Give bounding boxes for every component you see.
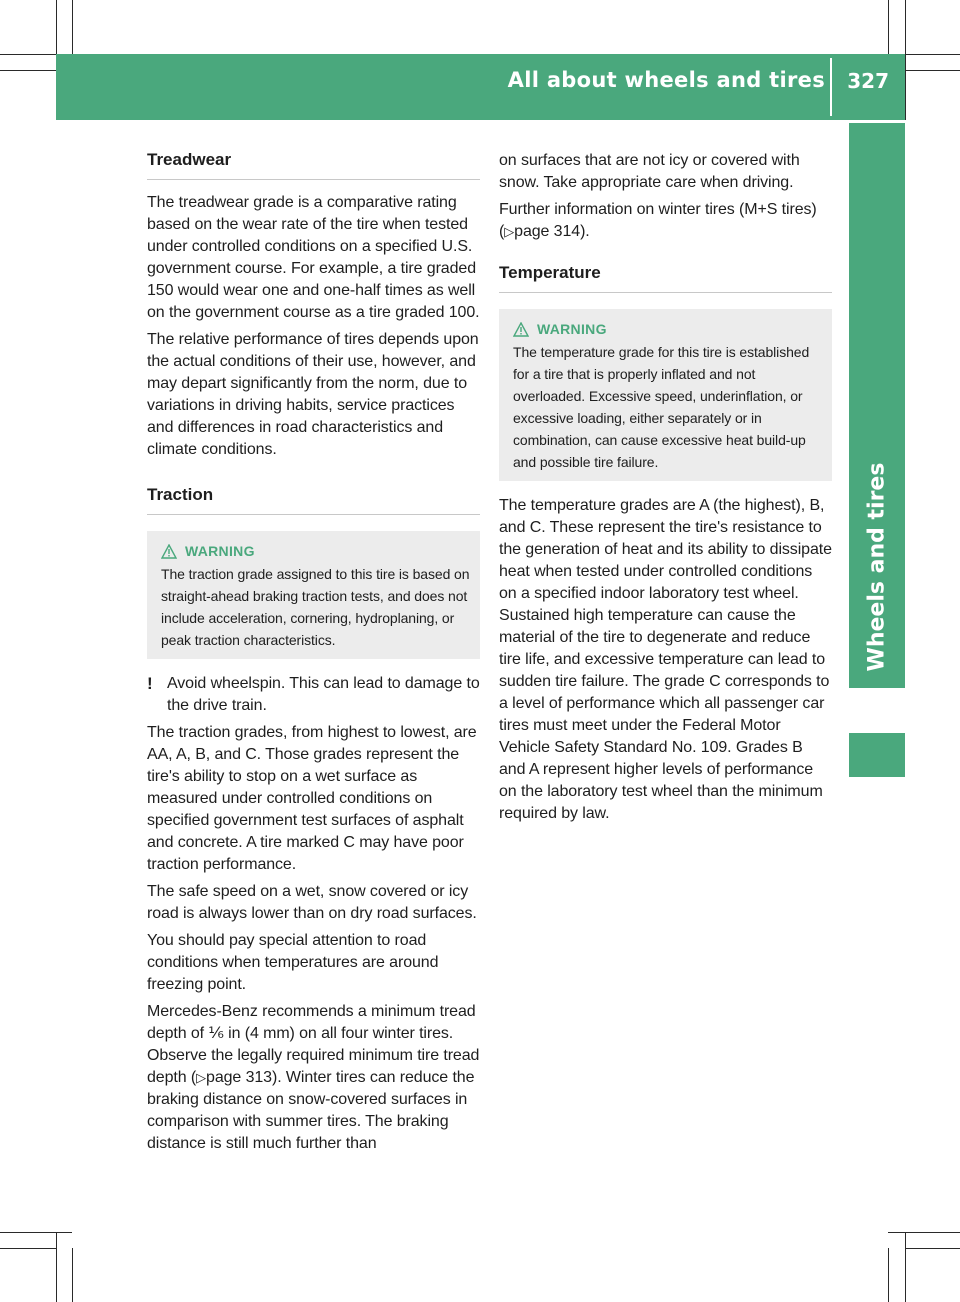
warning-label: WARNING	[537, 321, 607, 337]
crop-mark	[905, 0, 906, 120]
crop-mark	[72, 1248, 73, 1302]
crop-mark	[888, 1248, 889, 1302]
page-number: 327	[847, 69, 889, 93]
crop-mark	[0, 70, 56, 71]
crop-mark	[0, 54, 56, 55]
crop-mark	[905, 1232, 906, 1302]
heading-treadwear: Treadwear	[147, 150, 480, 180]
paragraph: on surfaces that are not icy or covered with snow. Take appropriate care when driving.	[499, 152, 800, 191]
paragraph: The traction grades, from highest to lowest, are AA, A, B, and C. Those grades represent the tire's ability to stop on a wet surface as measured under controlled conditions on specified government test surfaces of asphalt and concrete. A tire marked C may have poor traction performance.	[147, 724, 477, 873]
crop-mark	[888, 0, 889, 54]
right-column	[499, 150, 832, 830]
text-run: ). Winter tires can reduce the braking distance on snow-covered surfaces in comparison with summer tires. The braking distance is still much further than	[147, 1069, 475, 1152]
warning-box	[147, 531, 480, 659]
paragraph: The relative performance of tires depends upon the actual conditions of their use, however, and may depart significantly from the norm, due to variations in driving habits, service practices and differences in road characteristics and climate conditions.	[147, 331, 479, 458]
page-link[interactable]: page 313	[206, 1069, 272, 1086]
chapter-marker	[849, 733, 905, 777]
heading-temperature: Temperature	[499, 263, 832, 293]
paragraph	[147, 1001, 480, 1155]
paragraph: The safe speed on a wet, snow covered or icy road is always lower than on dry road surfaces.	[147, 883, 477, 922]
note-item	[147, 673, 480, 717]
exclamation-icon: !	[147, 674, 153, 693]
paragraph	[499, 199, 832, 243]
arrow-icon: ▷	[504, 224, 515, 239]
crop-mark	[888, 1232, 960, 1233]
warning-triangle-icon	[161, 544, 177, 559]
arrow-icon: ▷	[196, 1070, 207, 1085]
text-run: Mercedes-Benz recommends a minimum tread depth of ⅙ in (4 mm) on all four winter tires. Observe the legally required minimum tire tread depth (	[147, 1003, 480, 1086]
section-title: All about wheels and tires	[507, 68, 825, 92]
paragraph: The temperature grades are A (the highest), B, and C. These represent the tire's resistance to the generation of heat and its ability to dissipate heat when tested under controlled conditions on a specified indoor laboratory test wheel. Sustained high temperature can cause the material of the tire to degenerate and reduce tire life, and excessive temperature can lead to sudden tire failure. The grade C corresponds to a level of performance which all passenger car tires must meet under the Federal Motor Vehicle Safety Standard No. 109. Grades B and A represent higher levels of performance on the laboratory test wheel than the minimum required by law.	[499, 497, 832, 822]
warning-text: The temperature grade for this tire is established for a tire that is properly inflated and not overloaded. Excessive speed, underinflation, or excessive loading, either separately or in combination, can cause excessive heat build-up and possible tire failure.	[513, 344, 810, 470]
crop-mark	[72, 0, 73, 54]
crop-mark	[56, 1232, 57, 1302]
crop-mark	[905, 54, 960, 55]
paragraph: You should pay special attention to road conditions when temperatures are around freezing point.	[147, 932, 439, 993]
warning-box	[499, 309, 832, 481]
text-run: ).	[580, 223, 590, 240]
page-link[interactable]: page 314	[514, 223, 581, 240]
crop-mark	[905, 70, 960, 71]
heading-traction: Traction	[147, 485, 480, 515]
header-divider	[830, 58, 832, 116]
warning-text: The traction grade assigned to this tire is based on straight-ahead braking traction tests, and does not include acceleration, cornering, hydroplaning, or peak traction characteristics.	[161, 566, 470, 648]
text-run: Further information on winter tires (M+S tires) (	[499, 201, 817, 240]
page-header	[56, 54, 905, 120]
note-text: Avoid wheelspin. This can lead to damage to the drive train.	[167, 675, 480, 714]
warning-label: WARNING	[185, 543, 255, 559]
left-column	[147, 150, 480, 1160]
crop-mark	[905, 1248, 960, 1249]
crop-mark	[0, 1248, 56, 1249]
crop-mark	[0, 1232, 72, 1233]
warning-triangle-icon	[513, 322, 529, 337]
paragraph: The treadwear grade is a comparative rating based on the wear rate of the tire when tested under controlled conditions on a specified U.S. government course. For example, a tire graded 150 would wear one and one-half times as well on the government course as a tire graded 100.	[147, 194, 480, 321]
chapter-tab-label: Wheels and tires	[864, 462, 890, 672]
